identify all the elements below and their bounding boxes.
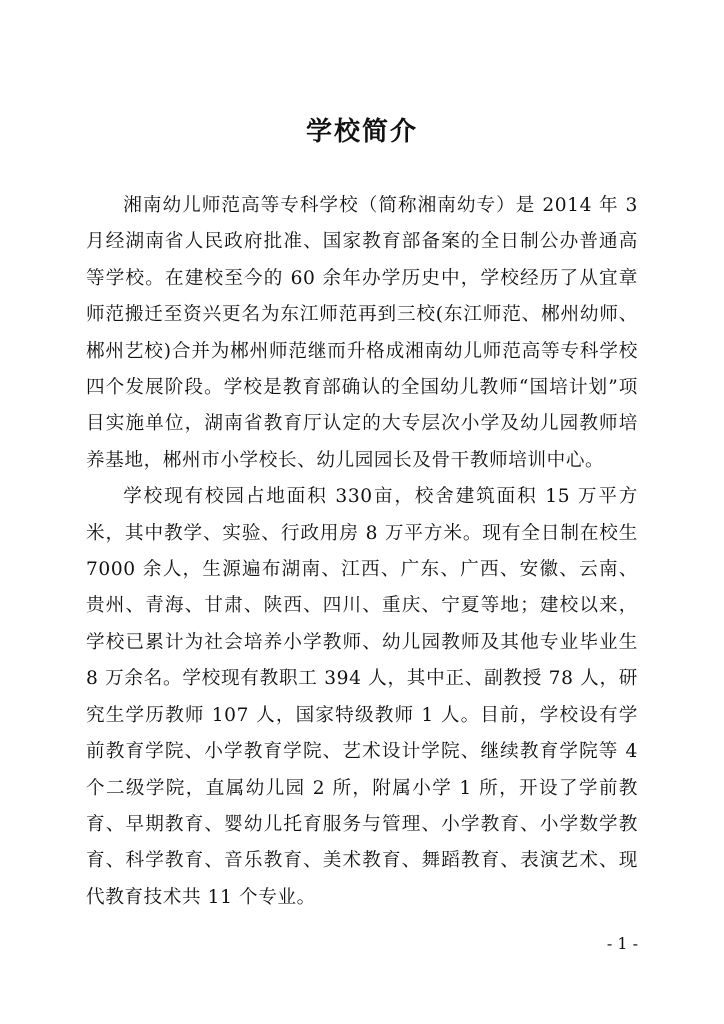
page-title: 学校简介: [305, 117, 418, 147]
page-number: - 1 -: [606, 934, 638, 953]
paragraph-campus: 学校现有校园占地面积 330亩，校舍建筑面积 15 万平方米，其中教学、实验、行政用房 8 万平方米。现有全日制在校生 7000 余人，生源遍布湖南、江西、广东、广西、安徽、云南、贵州、青海、甘肃、陕西、四川、重庆、宁夏等地；建校以来，学校已累计为社会培养小学教师、幼儿园教师及其他专业毕业生 8 万余名。学校现有教职工 394 人，其中正、副教授 78 人，研究生学历教师 107 人，国家特级教师 1 人。目前，学校设有学前教育学院、小学教育学院、艺术设计学院、继续教育学院等 4 个二级学院，直属幼儿园 2 所，附属小学 1 所，开设了学前教育、早期教育、婴幼儿托育服务与管理、小学教育、小学数学教育、科学教育、音乐教育、美术教育、舞蹈教育、表演艺术、现代教育技术共 11 个专业。: [86, 486, 638, 908]
document-body: [86, 188, 638, 916]
paragraph-intro: 湘南幼儿师范高等专科学校（简称湘南幼专）是 2014 年 3 月经湖南省人民政府批准、国家教育部备案的全日制公办普通高等学校。在建校至今的 60 余年办学历史中，学校经历了从宜章师范搬迁至资兴更名为东江师范再到三校(东江师范、郴州幼师、郴州艺校)合并为郴州师范继而升格成湘南幼儿师范高等专科学校四个发展阶段。学校是教育部确认的全国幼儿教师“国培计划”项目实施单位，湖南省教育厅认定的大专层次小学及幼儿园教师培养基地，郴州市小学校长、幼儿园园长及骨干教师培训中心。: [86, 195, 638, 471]
